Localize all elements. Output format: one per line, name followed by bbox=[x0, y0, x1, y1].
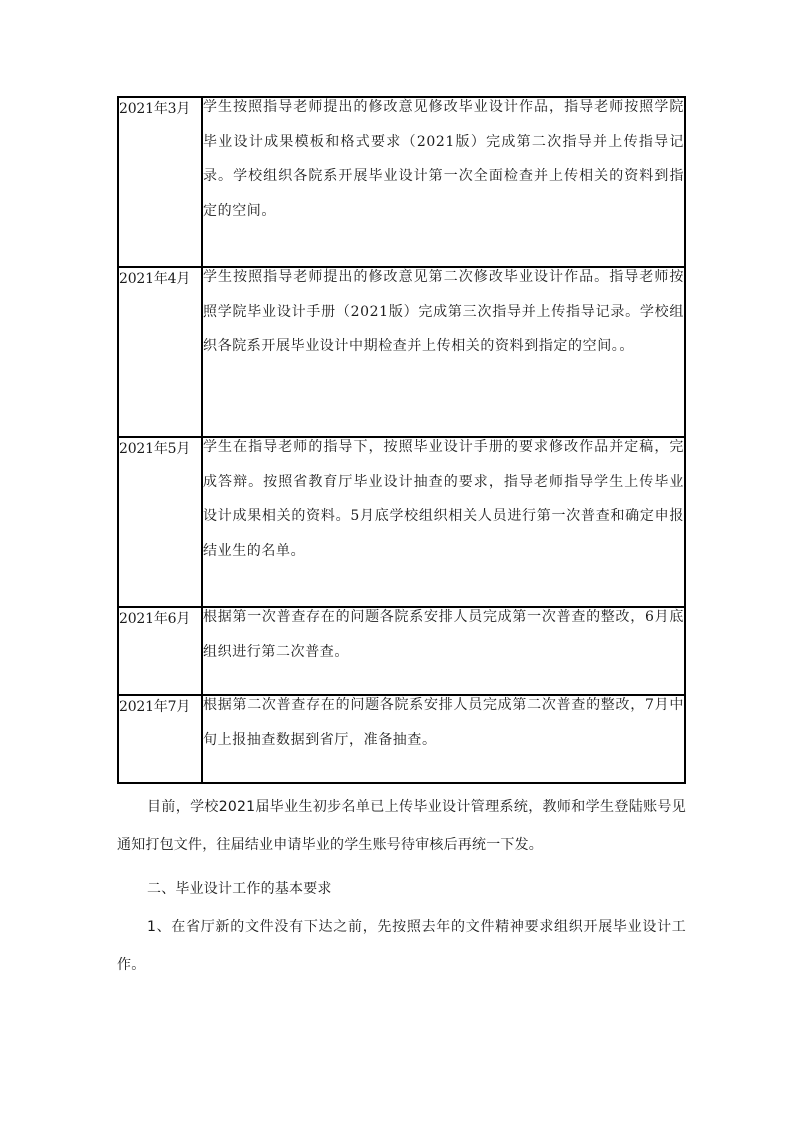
description-cell: 学生按照指导老师提出的修改意见修改毕业设计作品，指导老师按照学院毕业设计成果模板和格式要求（2021版）完成第二次指导并上传指导记录。学校组织各院系开展毕业设计第一次全面检查并上传相关的资料到指定的空间。 bbox=[202, 97, 685, 267]
intro-paragraph: 目前，学校2021届毕业生初步名单已上传毕业设计管理系统，教师和学生登陆账号见通知打包文件，往届结业申请毕业的学生账号待审核后再统一下发。 bbox=[117, 799, 686, 853]
table-row bbox=[118, 97, 685, 267]
table-row bbox=[118, 607, 685, 695]
description-cell: 学生在指导老师的指导下，按照毕业设计手册的要求修改作品并定稿，完成答辩。按照省教育厅毕业设计抽查的要求，指导老师指导学生上传毕业设计成果相关的资料。5月底学校组织相关人员进行第一次普查和确定申报结业生的名单。 bbox=[202, 437, 685, 607]
table-row bbox=[118, 695, 685, 783]
description-cell: 根据第二次普查存在的问题各院系安排人员完成第二次普查的整改，7月中旬上报抽查数据到省厅，准备抽查。 bbox=[202, 695, 685, 783]
requirement-item-1: 1、在省厅新的文件没有下达之前，先按照去年的文件精神要求组织开展毕业设计工作。 bbox=[117, 919, 686, 973]
schedule-table bbox=[117, 96, 686, 784]
section-heading: 二、毕业设计工作的基本要求 bbox=[147, 881, 332, 897]
date-cell: 2021年3月 bbox=[118, 97, 202, 267]
date-cell: 2021年6月 bbox=[118, 607, 202, 695]
table-row bbox=[118, 437, 685, 607]
date-cell: 2021年7月 bbox=[118, 695, 202, 783]
description-cell: 学生按照指导老师提出的修改意见第二次修改毕业设计作品。指导老师按照学院毕业设计手册（2021版）完成第三次指导并上传指导记录。学校组织各院系开展毕业设计中期检查并上传相关的资料到指定的空间。。 bbox=[202, 267, 685, 437]
date-cell: 2021年5月 bbox=[118, 437, 202, 607]
date-cell: 2021年4月 bbox=[118, 267, 202, 437]
description-cell: 根据第一次普查存在的问题各院系安排人员完成第一次普查的整改，6月底组织进行第二次普查。 bbox=[202, 607, 685, 695]
table-row bbox=[118, 267, 685, 437]
